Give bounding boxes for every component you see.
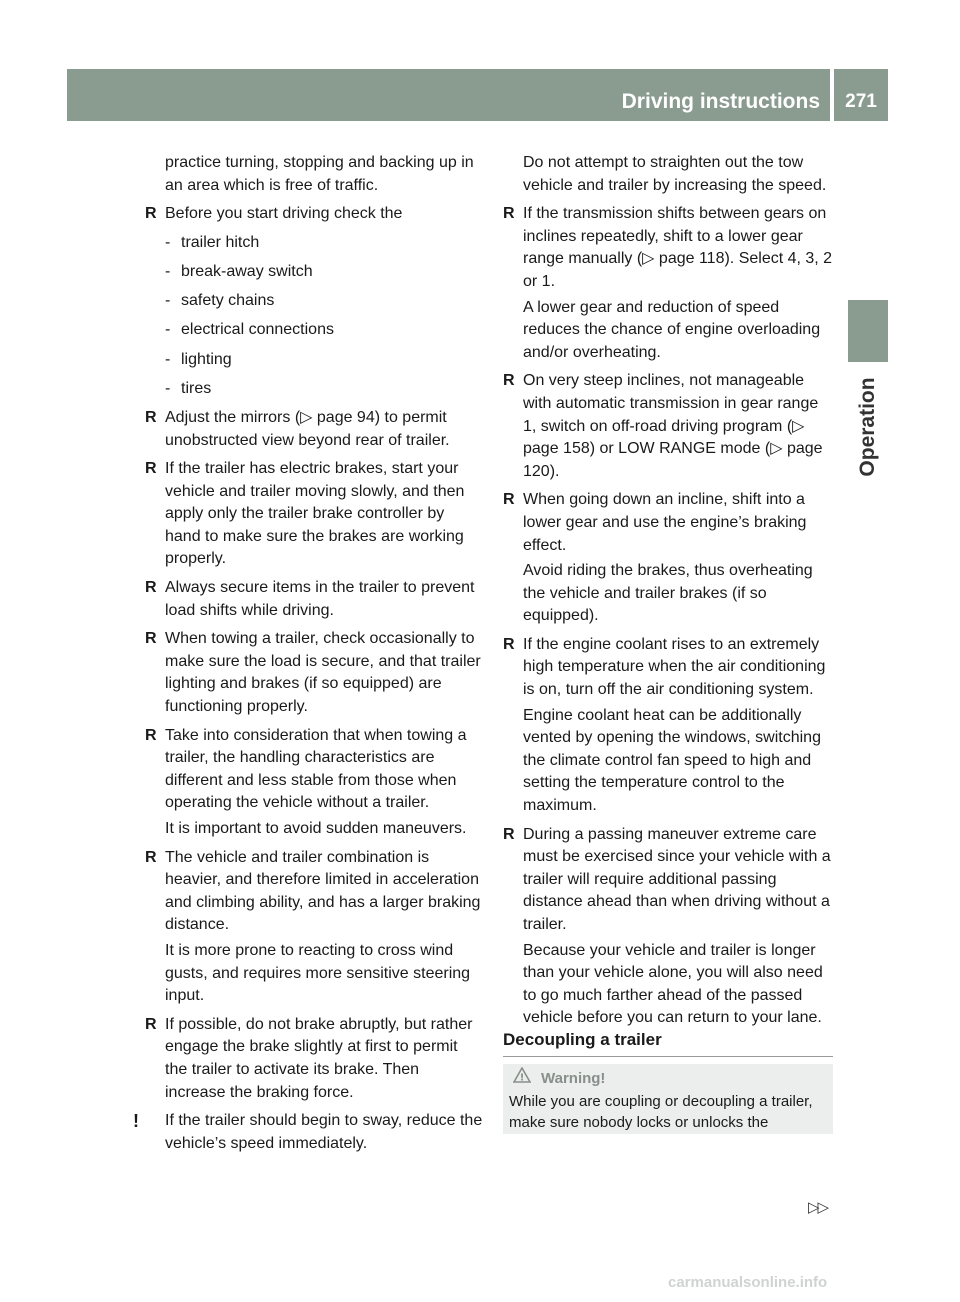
list-item-text: On very steep inclines, not manageable with automatic transmission in gear range 1, switch on off-road driving program (▷ page 158) or LOW RANGE mode (▷ page 120). (523, 372, 823, 480)
bullet-icon: R (145, 205, 157, 223)
dash-icon: - (165, 233, 171, 251)
bullet-icon: R (503, 372, 515, 390)
dash-icon: - (165, 379, 171, 397)
list-item-continuation: Avoid riding the brakes, thus overheating the vehicle and trailer brakes (if so equipped). (523, 562, 813, 625)
section-title-header: Driving instructions (621, 90, 820, 113)
list-item (145, 407, 483, 452)
page-number: 271 (834, 69, 888, 121)
list-item-text: If the transmission shifts between gears on inclines repeatedly, shift to a lower gear range manually (▷ page 118). Select 4, 3, 2 or 1. (523, 205, 833, 290)
list-item-text: Take into consideration that when towing a trailer, the handling characteristics are different and less stable from those when operating the vehicle without a trailer. (165, 726, 467, 812)
svg-text:!: ! (519, 1072, 525, 1083)
side-tab-marker (848, 300, 888, 362)
sub-list-item-text: tires (181, 379, 212, 397)
bullet-icon: R (145, 726, 157, 744)
bullet-icon: R (145, 848, 157, 866)
list-item-text: If possible, do not brake abruptly, but rather engage the brake slightly at first to permit the trailer to activate its brake. Then increase the braking force. (165, 1015, 473, 1101)
list-item-continuation: It is important to avoid sudden maneuvers. (165, 820, 467, 837)
list-item (503, 370, 835, 483)
left-column (133, 152, 483, 1155)
list-item (503, 203, 835, 364)
bullet-icon: R (145, 579, 157, 597)
list-item (145, 725, 483, 841)
bullet-icon: R (145, 1015, 157, 1033)
list-item (145, 203, 483, 226)
list-item-text: If the trailer has electric brakes, start your vehicle and trailer moving slowly, and then apply only the trailer brake controller by hand to make sure the brakes are working properly. (165, 460, 465, 568)
list-item-text: During a passing maneuver extreme care must be exercised since your vehicle with a trailer will require additional passing distance ahead than when driving without a trailer. (523, 825, 831, 933)
sub-list-item (145, 349, 483, 372)
bullet-icon: R (503, 491, 515, 509)
warning-text: While you are coupling or decoupling a trailer, make sure nobody locks or unlocks the (509, 1093, 813, 1131)
watermark: carmanualsonline.info (668, 1274, 828, 1291)
bullet-icon: R (503, 205, 515, 223)
section-heading: Decoupling a trailer (503, 1028, 833, 1057)
sub-list-item-text: break-away switch (181, 262, 313, 280)
bullet-list (503, 203, 835, 1030)
sub-list-item-text: lighting (181, 350, 232, 368)
bullet-icon: R (503, 635, 515, 653)
list-item-continuation: Engine coolant heat can be additionally vented by opening the windows, switching the climate control fan speed to high and setting the temperature control to the maximum. (523, 706, 821, 815)
list-item (503, 634, 835, 818)
dash-icon: - (165, 292, 171, 310)
list-item (145, 1014, 483, 1104)
sub-list-item-text: trailer hitch (181, 233, 260, 251)
list-item-text: If the engine coolant rises to an extremely high temperature when the air conditioning is on, turn off the air conditioning system. (523, 635, 826, 699)
list-item-text: When towing a trailer, check occasionally to make sure the load is secure, and that trailer lighting and brakes (if so equipped) are functioning properly. (165, 630, 481, 716)
list-item (145, 628, 483, 718)
bullet-icon: R (145, 408, 157, 426)
sub-list-item (145, 232, 483, 255)
side-tab-label: Operation (856, 377, 879, 477)
list-item (145, 458, 483, 571)
list-item-text: The vehicle and trailer combination is heavier, and therefore limited in acceleration and climbing ability, and has a larger braking distance. (165, 848, 481, 934)
exclamation-icon: ! (133, 1111, 139, 1132)
sub-list-item-text: electrical connections (181, 321, 334, 339)
sub-list-item-text: safety chains (181, 292, 275, 310)
sub-list-item (145, 290, 483, 313)
header-bar (67, 69, 830, 121)
note-text: If the trailer should begin to sway, reduce the vehicle’s speed immediately. (165, 1112, 483, 1152)
bullet-icon: R (503, 825, 515, 843)
list-item (145, 577, 483, 622)
right-column (503, 152, 835, 1036)
list-item-continuation: Because your vehicle and trailer is longer than your vehicle alone, you will also need to go much farther ahead of the passed vehicle before you can return to your lane. (523, 941, 823, 1027)
paragraph-continued: practice turning, stopping and backing up in an area which is free of traffic. (165, 154, 474, 194)
dash-icon: - (165, 350, 171, 368)
warning-triangle-icon (513, 1067, 531, 1089)
list-item-continuation: A lower gear and reduction of speed reduces the chance of engine overloading and/or overheating. (523, 298, 821, 361)
list-item (145, 847, 483, 1008)
list-item (503, 824, 835, 1030)
check-list (145, 232, 483, 401)
side-tab (848, 362, 888, 492)
sub-list-item (145, 261, 483, 284)
warning-box (503, 1064, 833, 1134)
list-item (503, 489, 835, 628)
dash-icon: - (165, 262, 171, 280)
list-item-text: Before you start driving check the (165, 205, 403, 223)
warning-heading (513, 1067, 827, 1089)
bullet-list (145, 407, 483, 1104)
note (133, 1110, 483, 1155)
sub-list-item (145, 378, 483, 401)
list-item-continuation: It is more prone to reacting to cross wind gusts, and requires more sensitive steering input. (165, 941, 471, 1005)
sub-list-item (145, 319, 483, 342)
bullet-icon: R (145, 460, 157, 478)
bullet-icon: R (145, 630, 157, 648)
list-item-text: Adjust the mirrors (▷ page 94) to permit unobstructed view beyond rear of trailer. (165, 408, 450, 449)
list-item-text: Always secure items in the trailer to prevent load shifts while driving. (165, 579, 475, 619)
paragraph-continued: Do not attempt to straighten out the tow vehicle and trailer by increasing the speed. (523, 154, 827, 194)
continue-arrows-icon: ▷▷ (808, 1199, 828, 1216)
list-item-text: When going down an incline, shift into a lower gear and use the engine’s braking effect. (523, 491, 807, 554)
dash-icon: - (165, 321, 171, 339)
warning-title: Warning! (541, 1070, 606, 1087)
